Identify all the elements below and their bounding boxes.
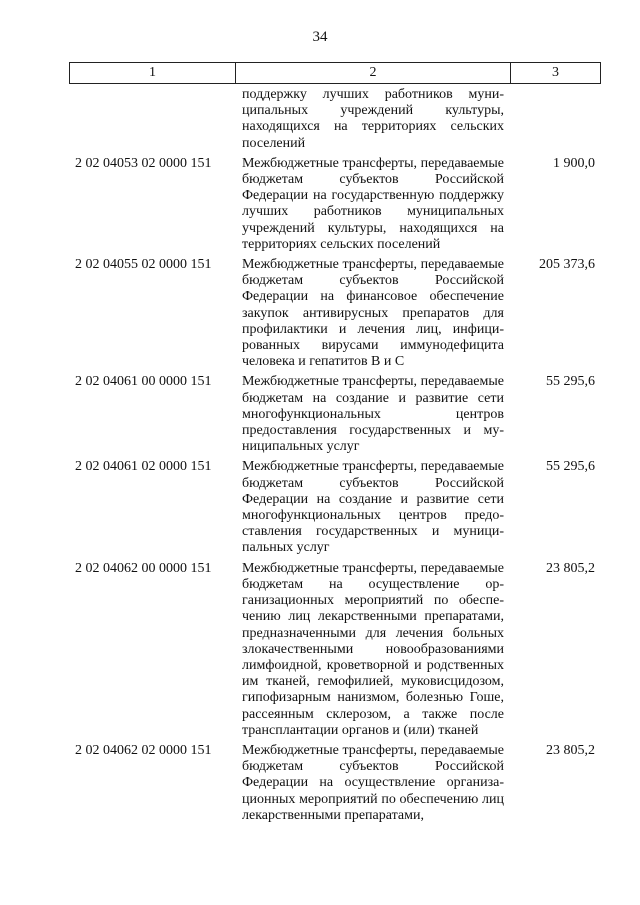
page-number: 34 [312,29,328,45]
table-row [69,156,601,253]
column-header-1: 1 [70,63,236,83]
table-row [69,257,601,370]
budget-code: 2 02 04061 00 0000 151 [75,374,212,390]
budget-code: 2 02 04053 02 0000 151 [75,155,212,171]
row-amount: 55 295,6 [546,374,595,390]
budget-code: 2 02 04061 02 0000 151 [75,459,212,475]
row-amount: 205 373,6 [539,257,595,273]
budget-code [69,87,235,152]
row-description: Межбюджетные трансферты, передаваемые бюджетам субъектов Российской Федерации на создание и развитие сети многофункциональных центров предоставления государственных и муниципальных услуг [242,459,504,556]
row-amount [504,87,601,152]
row-description: поддержку лучших работников муниципальных учреждений культуры, находящихся на территориях сельских поселений [242,87,504,151]
budget-code: 2 02 04055 02 0000 151 [75,257,212,273]
row-description: Межбюджетные трансферты, передаваемые бюджетам субъектов Российской Федерации на осуществление организационных мероприятий по обеспечению лиц лекарственными препаратами, [242,742,504,823]
table-header [69,62,601,84]
row-description: Межбюджетные трансферты, передаваемые бюджетам субъектов Российской Федерации на государственную поддержку лучших работников муниципальных учреждений культуры, находящихся на территориях сельских поселений [242,155,504,252]
table-body [69,87,601,828]
row-description: Межбюджетные трансферты, передаваемые бюджетам на создание и развитие сети многофункциональных центров предоставления государственных и муниципальных услуг [242,374,504,455]
table-row [69,459,601,556]
row-description: Межбюджетные трансферты, передаваемые бюджетам субъектов Российской Федерации на финансовое обеспечение закупок антивирусных препаратов для профилактики и лечения лиц, инфицированных вирусами иммунодефицита человека и гепатитов В и С [242,257,504,370]
table-row [69,743,601,824]
row-amount: 55 295,6 [546,459,595,475]
column-header-3: 3 [552,65,559,80]
budget-code: 2 02 04062 02 0000 151 [75,742,212,758]
budget-code: 2 02 04062 00 0000 151 [75,560,212,576]
table-row [69,374,601,455]
table-row [69,87,601,152]
row-description: Межбюджетные трансферты, передаваемые бюджетам на осуществление организационных мероприятий по обеспечению лиц лекарственными препаратами, предназначенными для лечения больных злокачественными новообразованиями лимфоидной, кроветворной и родственных им тканей, гемофилией, муковисцидозом, гипофизарным нанизмом, болезнью Гоше, рассеянным склерозом, а также после трансплантации органов и (или) тканей [242,560,504,738]
row-amount: 23 805,2 [546,560,595,576]
row-amount: 1 900,0 [553,155,595,171]
row-amount: 23 805,2 [546,742,595,758]
table-row [69,561,601,739]
column-header-2: 2 [236,63,511,83]
